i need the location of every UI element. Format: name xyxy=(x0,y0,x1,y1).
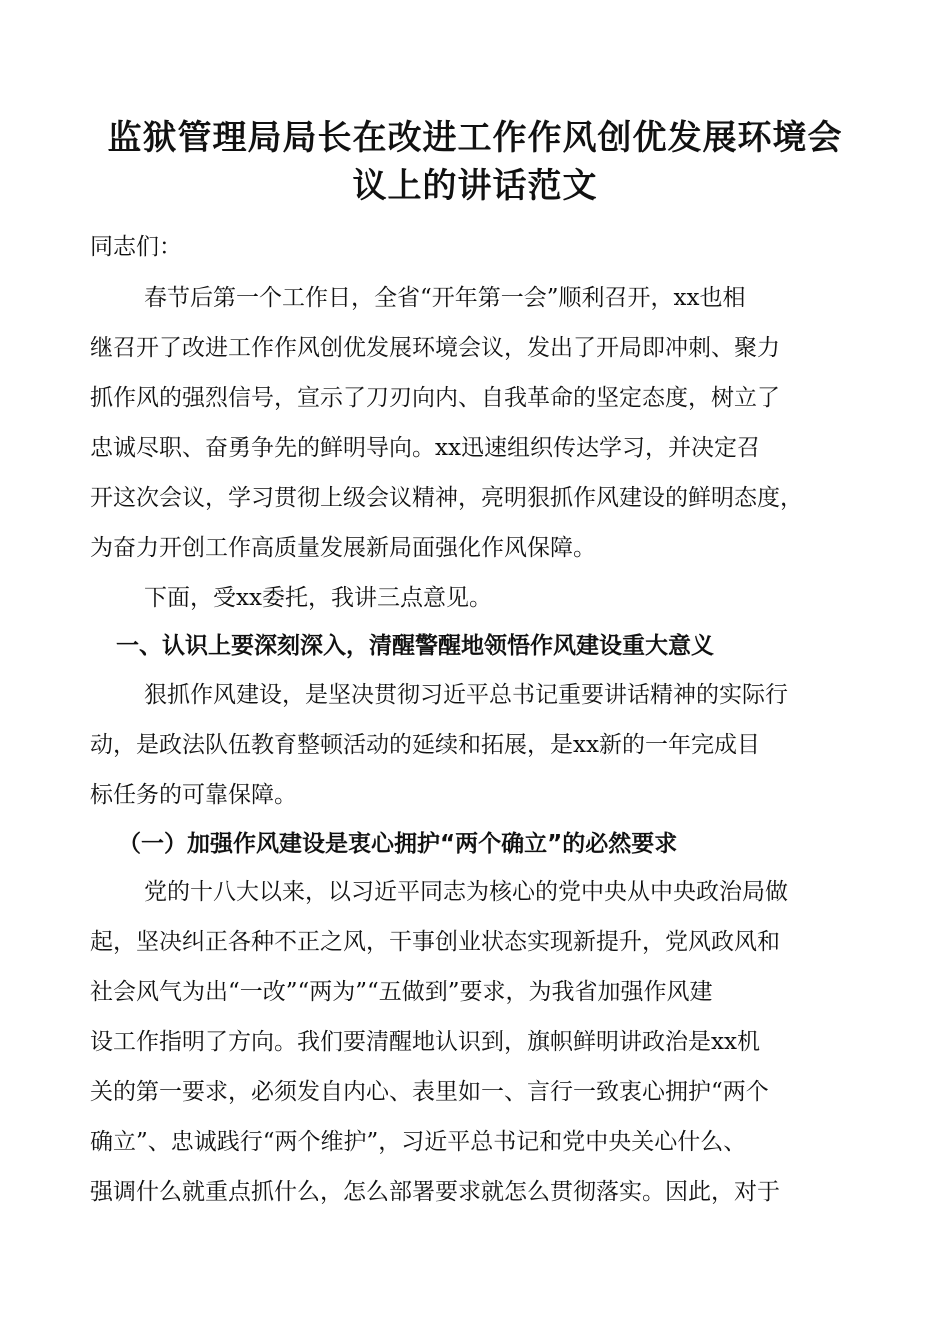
salutation: 同志们： xyxy=(90,234,182,260)
paragraph-line: 强调什么就重点抓什么，怎么部署要求就怎么贯彻落实。因此，对于 xyxy=(90,1179,780,1205)
paragraph-line: 确立”、忠诚践行“两个维护”，习近平总书记和党中央关心什么、 xyxy=(90,1129,747,1155)
paragraph-line: 党的十八大以来，以习近平同志为核心的党中央从中央政治局做 xyxy=(144,879,788,905)
paragraph-line: 开这次会议，学习贯彻上级会议精神，亮明狠抓作风建设的鲜明态度， xyxy=(90,485,803,511)
paragraph-line: 狠抓作风建设，是坚决贯彻习近平总书记重要讲话精神的实际行 xyxy=(144,682,788,708)
paragraph-line: 起，坚决纠正各种不正之风，干事创业状态实现新提升，党风政风和 xyxy=(90,929,780,955)
paragraph-line: 标任务的可靠保障。 xyxy=(90,782,297,808)
paragraph-line: 春节后第一个工作日，全省“开年第一会”顺利召开，xx也相 xyxy=(144,285,746,311)
paragraph-line: 动，是政法队伍教育整顿活动的延续和拓展，是xx新的一年完成目 xyxy=(90,732,760,758)
paragraph-line: 关的第一要求，必须发自内心、表里如一、言行一致衷心拥护“两个 xyxy=(90,1079,769,1105)
section-heading-1: 一、认识上要深刻深入，清醒警醒地领悟作风建设重大意义 xyxy=(116,633,714,659)
paragraph-line: 社会风气为出“一改”“两为”“五做到”要求，为我省加强作风建 xyxy=(90,979,713,1005)
paragraph-line: 忠诚尽职、奋勇争先的鲜明导向。xx迅速组织传达学习，并决定召 xyxy=(90,435,760,461)
subsection-heading-1: （一）加强作风建设是衷心拥护“两个确立”的必然要求 xyxy=(118,831,678,857)
paragraph-line: 抓作风的强烈信号，宣示了刀刃向内、自我革命的坚定态度，树立了 xyxy=(90,385,780,411)
paragraph-line: 设工作指明了方向。我们要清醒地认识到，旗帜鲜明讲政治是xx机 xyxy=(90,1029,760,1055)
document-title-line-2: 议上的讲话范文 xyxy=(352,166,598,206)
document-title-line-1: 监狱管理局局长在改进工作作风创优发展环境会 xyxy=(107,118,843,158)
paragraph-line: 为奋力开创工作高质量发展新局面强化作风保障。 xyxy=(90,535,596,561)
paragraph-line: 下面，受xx委托，我讲三点意见。 xyxy=(144,585,492,611)
paragraph-line: 继召开了改进工作作风创优发展环境会议，发出了开局即冲刺、聚力 xyxy=(90,335,780,361)
